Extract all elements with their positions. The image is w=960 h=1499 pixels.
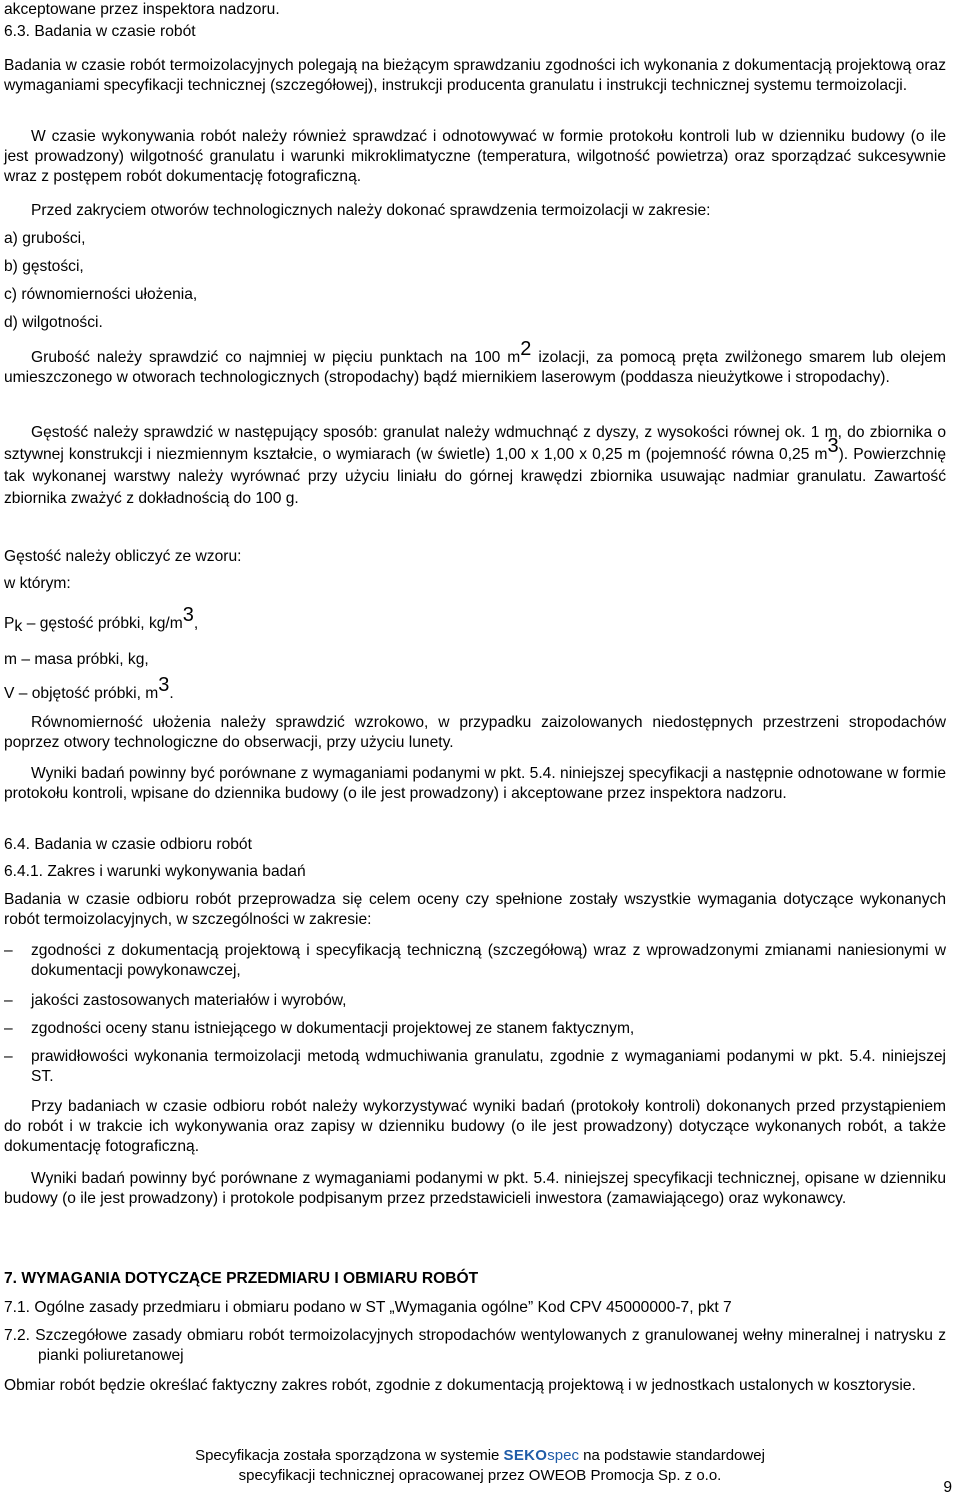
pk-symbol: P: [4, 615, 15, 632]
paragraph-results-2: Wyniki badań powinny być porównane z wymaganiami podanymi w pkt. 5.4. niniejszej specyfikacji technicznej, opisane w dzienniku budowy (o ile jest prowadzony) i protokole podpisanym przez przedstawicieli inwestora (zamawiającego) oraz wykonawcy.: [4, 1170, 946, 1207]
section-7-2: [4, 1326, 946, 1366]
page-footer: [0, 1446, 960, 1486]
section-7-1: 7.1. Ogólne zasady przedmiaru i obmiaru podano w ST „Wymagania ogólne” Kod CPV 45000000-7, pkt 7: [4, 1299, 732, 1316]
dash-item-text: zgodności oceny stanu istniejącego w dokumentacji projektowej ze stanem faktycznym,: [31, 1020, 635, 1037]
dash-bullet: –: [4, 942, 13, 959]
where-line: w którym:: [4, 575, 71, 592]
dash-bullet: –: [4, 1048, 13, 1065]
list-item-c: c) równomierności ułożenia,: [4, 286, 198, 303]
pk-sup: 3: [182, 604, 194, 626]
section-heading-7: 7. WYMAGANIA DOTYCZĄCE PRZEDMIARU I OBMIARU ROBÓT: [4, 1270, 479, 1287]
v-end: .: [169, 685, 174, 702]
paragraph-acceptance-tests: Przy badaniach w czasie odbioru robót należy wykorzystywać wyniki badań (protokoły kontroli) dokonanych przed przystąpieniem do robót i w trakcie ich wykonywania oraz zapisy w dzienniku budowy (o ile jest prowadzony) dotyczące wykonanych robót, a także dokumentację fotograficzną.: [4, 1098, 946, 1155]
formula-intro: Gęstość należy obliczyć ze wzoru:: [4, 548, 242, 565]
thickness-text-pre: Grubość należy sprawdzić co najmniej w pięciu punktach na 100 m: [31, 349, 521, 366]
paragraph-6-3-intro: Badania w czasie robót termoizolacyjnych polegają na bieżącym sprawdzaniu zgodności ich wykonania z dokumentacją projektową oraz wymaganiami specyfikacji technicznej (szczegółowej), instrukcji producenta granulatu i instrukcji technicznej systemu termoizolacji.: [4, 57, 946, 94]
section-heading-6-4-1: 6.4.1. Zakres i warunki wykonywania badań: [4, 863, 306, 880]
dash-item: [4, 1019, 946, 1039]
paragraph-results-1: Wyniki badań powinny być porównane z wymaganiami podanymi w pkt. 5.4. niniejszej specyfikacji a następnie odnotowane w formie protokołu kontroli, wpisane do dziennika budowy (o ile jest prowadzony) i akceptowane przez inspektora nadzoru.: [4, 765, 946, 802]
paragraph-density: [4, 422, 946, 510]
paragraph-humidity-check: W czasie wykonywania robót należy również sprawdzać i odnotowywać w formie protokołu kontroli lub w dzienniku budowy (o ile jest prowadzony) wilgotność granulatu i warunki mikroklimatyczne (temperatura, wilgotność powietrza) oraz sporządzać sukcesywnie wraz z postępem robót dokumentację fotograficzną.: [4, 128, 946, 185]
pk-definition: [4, 604, 199, 635]
footer-brand-spec: spec: [547, 1447, 579, 1464]
paragraph-measurement: Obmiar robót będzie określać faktyczny zakres robót, zgodnie z dokumentacją projektową i w jednostkach ustalonych w kosztorysie.: [4, 1377, 916, 1394]
list-item-a: a) grubości,: [4, 230, 86, 247]
dash-item-text: zgodności z dokumentacją projektową i specyfikacją techniczną (szczegółową) wraz z wprowadzonymi zmianami naniesionymi w dokumentacji powykonawczej,: [31, 942, 946, 979]
list-item-d: d) wilgotności.: [4, 314, 103, 331]
section-heading-6-3: 6.3. Badania w czasie robót: [4, 23, 196, 40]
thickness-sup: 2: [520, 338, 532, 360]
paragraph-before-covering: Przed zakryciem otworów technologicznych należy dokonać sprawdzenia termoizolacji w zakresie:: [31, 202, 711, 219]
m-definition: m – masa próbki, kg,: [4, 651, 149, 668]
paragraph-uniformity: Równomierność ułożenia należy sprawdzić wzrokowo, w przypadku zaizolowanych niedostępnych przestrzeni stropodachów poprzez otwory technologiczne do obserwacji, przy użyciu lunety.: [4, 714, 946, 751]
v-text: V – objętość próbki, m: [4, 685, 159, 702]
paragraph-thickness: [4, 338, 946, 388]
paragraph-6-4-1: Badania w czasie odbioru robót przeprowadza się celem oceny czy spełnione zostały wszystkie wymagania dotyczące wykonanych robót termoizolacyjnych, w szczególności w zakresie:: [4, 891, 946, 928]
pk-subscript: k: [14, 618, 23, 635]
footer-text-post: na podstawie standardowej: [578, 1447, 765, 1464]
pk-end: ,: [193, 615, 199, 632]
dash-item-text: prawidłowości wykonania termoizolacji metodą wdmuchiwania granulatu, zgodnie z wymaganiami podanymi w pkt. 5.4. niniejszej ST.: [31, 1048, 946, 1085]
section-heading-6-4: 6.4. Badania w czasie odbioru robót: [4, 836, 252, 853]
page-number: 9: [943, 1479, 952, 1496]
dash-item: [4, 941, 946, 981]
section-7-2-text: 7.2. Szczegółowe zasady obmiaru robót termoizolacyjnych stropodachów wentylowanych z granulowanej wełny mineralnej i natrysku z pianki poliuretanowej: [4, 1327, 946, 1364]
dash-bullet: –: [4, 992, 13, 1009]
dash-item: [4, 1047, 946, 1087]
footer-line-2: specyfikacji technicznej opracowanej przez OWEOB Promocja Sp. z o.o.: [238, 1467, 722, 1484]
thickness-text-post: izolacji, za pomocą pręta zwilżonego smarem lub olejem umieszczonego w otworach technologicznych (stropodachy) bądź miernikiem laserowym (poddasza nieużytkowe i stropodachy).: [4, 349, 946, 386]
dash-bullet: –: [4, 1020, 13, 1037]
v-sup: 3: [158, 674, 170, 696]
density-text-pre: Gęstość należy sprawdzić w następujący sposób: granulat należy wdmuchnąć z dyszy, z wysokości równej ok. 1 m, do zbiornika o sztywnej konstrukcji i niezmiennym kształcie, o wymiarach (w świetle) 1,00 x 1,00 x 0,25 m (pojemność równa 0,25 m: [4, 424, 946, 463]
list-item-b: b) gęstości,: [4, 258, 84, 275]
continuation-line: akceptowane przez inspektora nadzoru.: [4, 1, 280, 18]
density-sup: 3: [827, 435, 839, 457]
dash-item-text: jakości zastosowanych materiałów i wyrobów,: [31, 992, 347, 1009]
footer-brand-seko: SEKO: [503, 1447, 548, 1464]
pk-text: – gęstość próbki, kg/m: [22, 615, 183, 632]
footer-text-pre: Specyfikacja została sporządzona w systemie: [195, 1447, 504, 1464]
density-text-post: ). Powierzchnię tak wykonanej warstwy należy wyrównać przy użyciu liniału do górnej krawędzi zbiornika usuwając nadmiar granulatu. Zawartość zbiornika zważyć z dokładnością do 100 g.: [4, 446, 946, 507]
v-definition: [4, 674, 174, 704]
footer-line-1: [0, 1446, 960, 1466]
dash-item: [4, 991, 946, 1011]
